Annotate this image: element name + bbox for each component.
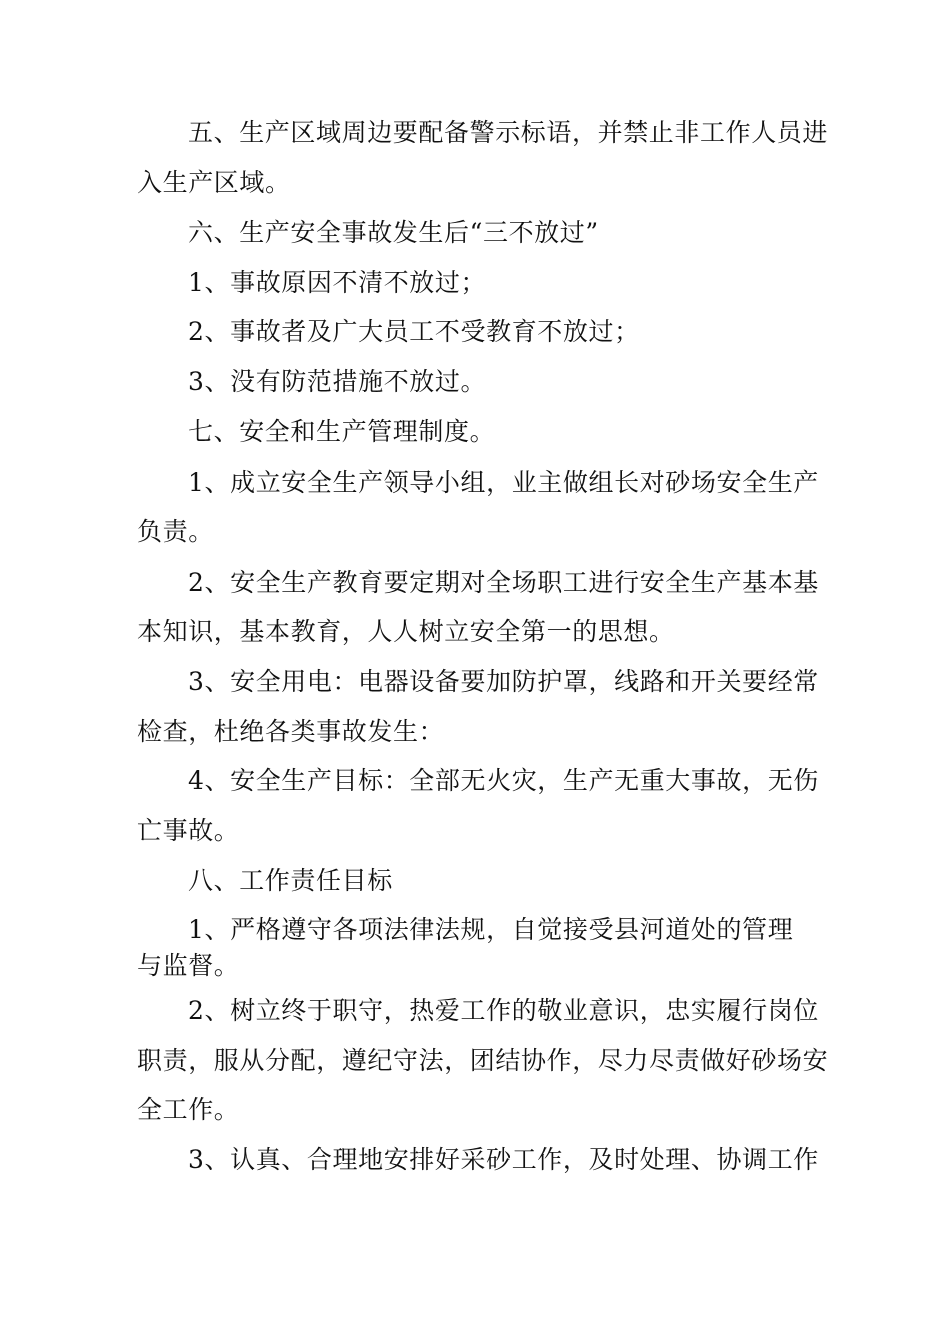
text-line: 2、树立终于职守，热爱工作的敬业意识，忠实履行岗位 [188,996,819,1025]
text-line: 1、成立安全生产领导小组，业主做组长对砂场安全生产 [188,468,819,497]
text-line: 4、安全生产目标：全部无火灾，生产无重大事故，无伤 [188,766,819,795]
text-line: 五、生产区域周边要配备警示标语，并禁止非工作人员进 [188,118,829,147]
text-line: 职责，服从分配，遵纪守法，团结协作，尽力尽责做好砂场安 [137,1046,829,1075]
text-line: 1、严格遵守各项法律法规，自觉接受县河道处的管理 [188,915,794,944]
text-line: 3、没有防范措施不放过。 [188,367,487,396]
text-line: 全工作。 [137,1095,240,1124]
text-line: 负责。 [137,517,214,546]
text-line: 本知识，基本教育，人人树立安全第一的思想。 [137,617,675,646]
text-line: 亡事故。 [137,816,240,845]
text-line: 七、安全和生产管理制度。 [188,417,496,446]
text-line: 3、安全用电：电器设备要加防护罩，线路和开关要经常 [188,667,819,696]
text-line: 八、工作责任目标 [188,866,393,895]
text-line: 与监督。 [137,951,240,980]
text-line: 1、事故原因不清不放过； [188,268,487,297]
text-line: 2、事故者及广大员工不受教育不放过； [188,317,640,346]
text-line: 入生产区域。 [137,168,291,197]
text-line: 2、安全生产教育要定期对全场职工进行安全生产基本基 [188,568,819,597]
text-line: 3、认真、合理地安排好采砂工作，及时处理、协调工作 [188,1145,819,1174]
text-line: 六、生产安全事故发生后“三不放过” [188,218,599,247]
text-line: 检查，杜绝各类事故发生： [137,717,445,746]
